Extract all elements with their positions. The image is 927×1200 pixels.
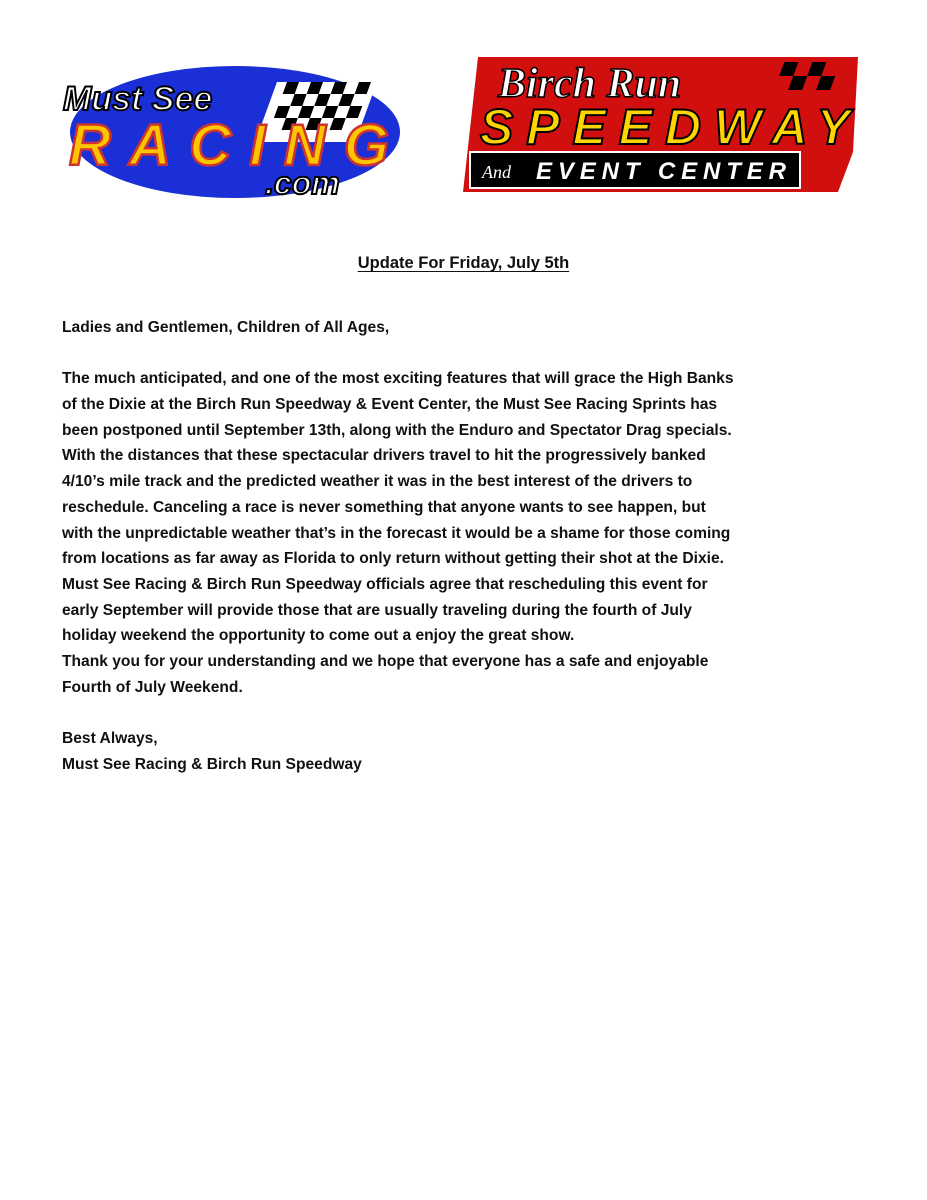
logo-text-racing: RACING bbox=[69, 113, 389, 178]
title-text: Update For Friday, July 5th bbox=[357, 254, 570, 272]
logo-text-and: And bbox=[482, 162, 511, 182]
paragraph-line: holiday weekend the opportunity to come out a enjoy the great show. bbox=[62, 627, 575, 645]
paragraph-line: The much anticipated, and one of the most exciting features that will grace the High Banks bbox=[62, 370, 734, 388]
paragraph-line: early September will provide those that are usually traveling during the fourth of July bbox=[62, 601, 692, 619]
logo-text-birch-run: Birch Run bbox=[498, 61, 682, 107]
paragraph-line: from locations as far away as Florida to only return without getting their shot at the Dixie. bbox=[62, 550, 724, 568]
paragraph-line: of the Dixie at the Birch Run Speedway & Event Center, the Must See Racing Sprints has bbox=[62, 396, 718, 414]
paragraph-line: Must See Racing & Birch Run Speedway officials agree that rescheduling this event for bbox=[62, 575, 708, 593]
paragraph-line: Fourth of July Weekend. bbox=[62, 678, 243, 696]
paragraph-line: Thank you for your understanding and we hope that everyone has a safe and enjoyable bbox=[62, 652, 709, 670]
closing: Best Always, bbox=[62, 730, 158, 747]
logo-text-event-center: EVENT CENTER bbox=[536, 158, 786, 185]
paragraph-line: With the distances that these spectacular drivers travel to hit the progressively banked bbox=[62, 447, 706, 465]
main-paragraph bbox=[62, 366, 734, 700]
signature: Must See Racing & Birch Run Speedway bbox=[62, 755, 362, 773]
birch-run-speedway-logo bbox=[458, 52, 868, 202]
logo-text-speedway: SPEEDWAY bbox=[480, 99, 850, 155]
greeting: Ladies and Gentlemen, Children of All Ages, bbox=[62, 319, 390, 336]
paragraph-line: with the unpredictable weather that’s in the forecast it would be a shame for those coming bbox=[62, 524, 731, 542]
paragraph-line: been postponed until September 13th, along with the Enduro and Spectator Drag specials. bbox=[62, 421, 732, 439]
letter-body bbox=[62, 315, 734, 777]
paragraph-line: 4/10’s mile track and the predicted weather it was in the best interest of the drivers to bbox=[62, 473, 693, 491]
logo-text-com: .com bbox=[265, 165, 340, 200]
page-title bbox=[0, 254, 927, 273]
must-see-racing-logo bbox=[55, 60, 400, 200]
paragraph-line: reschedule. Canceling a race is never something that anyone wants to see happen, but bbox=[62, 498, 706, 516]
logo-text-must-see: Must See bbox=[63, 80, 213, 118]
